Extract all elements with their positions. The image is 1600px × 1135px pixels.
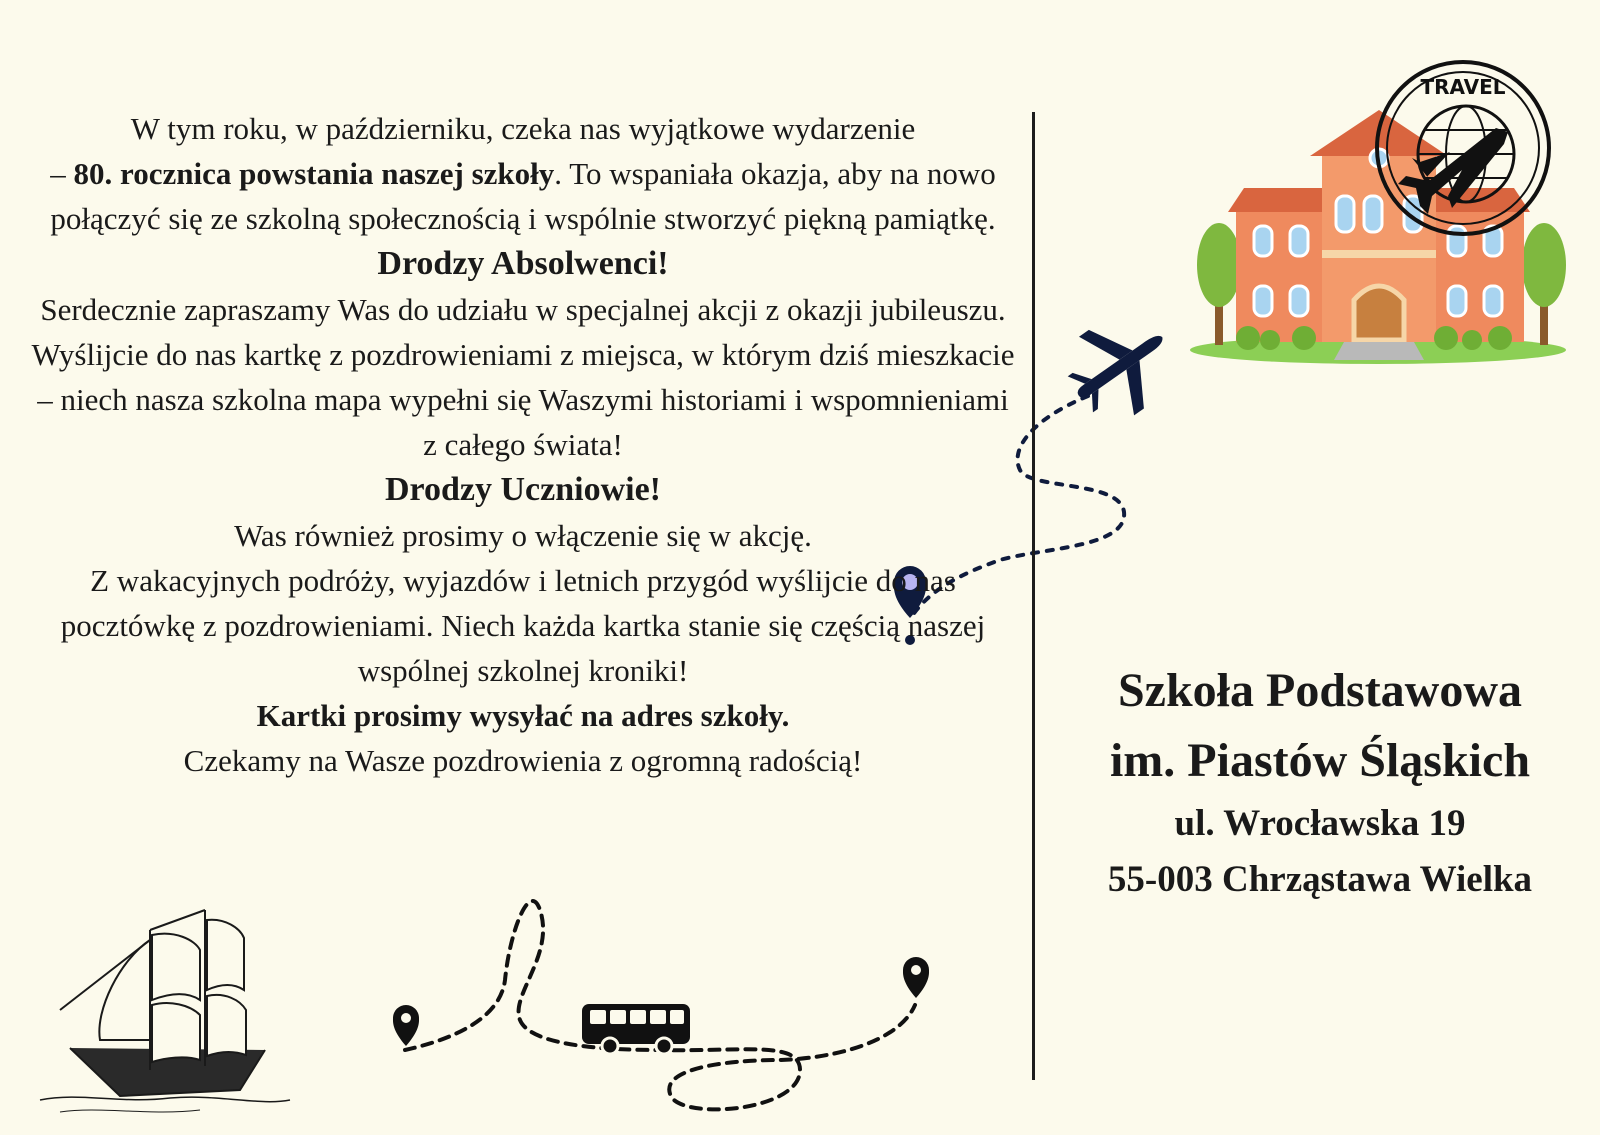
postal-city: 55-003 Chrząstawa Wielka: [1107, 859, 1533, 900]
airplane-icon: [1051, 298, 1190, 435]
bus-icon: [582, 1004, 690, 1054]
students-request: Z wakacyjnych podróży, wyjazdów i letnich przygód wyślijcie do nas pocztówkę z pozdrowieniami. Niech każda kartka stanie się częścią naszej wspólnej szkolnej kroniki!: [60, 563, 986, 688]
invitation-letter: [28, 106, 1018, 783]
closing-line: Czekamy na Wasze pozdrowienia z ogromną radością!: [183, 743, 863, 778]
intro-text-b: . To wspaniała okazja, aby na nowo połączyć się ze szkolną społecznością i wspólnie stworzyć piękną pamiątkę.: [50, 156, 996, 236]
intro-text-a: W tym roku, w październiku, czeka nas wyjątkowe wydarzenie: [130, 111, 916, 146]
graduates-invitation: Serdecznie zapraszamy Was do udziału w specjalnej akcji z okazji jubileuszu.: [40, 292, 1006, 327]
stamp-text: TRAVEL: [1420, 75, 1506, 99]
school-name: Szkoła Podstawowa: [1117, 664, 1523, 717]
send-instruction: [28, 693, 1018, 738]
school-address: [1060, 656, 1580, 908]
intro-paragraph: [28, 106, 1018, 241]
students-invitation: Was również prosimy o włączenie się w akcję.: [234, 518, 812, 553]
anniversary-highlight: 80. rocznica powstania naszej szkoły: [73, 156, 555, 191]
street-address: ul. Wrocławska 19: [1174, 803, 1466, 844]
send-instruction-text: Kartki prosimy wysyłać na adres szkoły.: [256, 698, 790, 733]
location-pin-icon: [393, 1005, 419, 1046]
heading-graduates: Drodzy Absolwenci!: [377, 245, 669, 282]
location-pin-icon: [903, 957, 929, 998]
heading-students: Drodzy Uczniowie!: [384, 471, 662, 508]
school-patron: im. Piastów Śląskich: [1109, 734, 1531, 787]
graduates-request: Wyślijcie do nas kartkę z pozdrowieniami z miejsca, w którym dziś mieszkacie – niech nasza szkolna mapa wypełni się Waszymi historiami i wspomnieniami z całego świata!: [31, 337, 1015, 462]
sailing-ship-icon: [40, 910, 290, 1112]
postcard-divider: [1032, 112, 1035, 1080]
intro-dash: –: [50, 156, 74, 191]
